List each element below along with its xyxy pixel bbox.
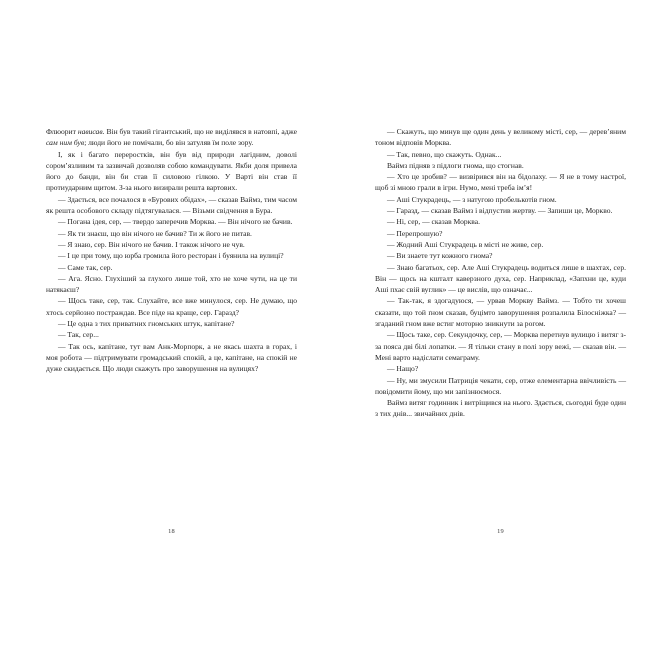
paragraph [375, 329, 626, 363]
paragraph [375, 126, 626, 149]
text-run: — Ага. Ясно. Глухіший за глухого лише той, хто не хоче чути, на це ти натякаєш? [46, 273, 297, 295]
text-run: — Щось таке, сер. Секундочку, сер, — Морква перетнув вулицю і витяг з-за пояса дві білі лопатки. — Я тільки стану в полі зору вежі, — сказав він. — Мені варто надіслати семаграму. [375, 330, 626, 362]
paragraph [46, 250, 297, 261]
text-run: — Здається, все почалося в «Бурових обідах», — сказав Ваймз, тим часом як решта особового складу підтягувалася. — Візьми свідчення в Бура. [46, 194, 297, 216]
paragraph [375, 160, 626, 171]
paragraph [375, 205, 626, 216]
paragraph [46, 273, 297, 296]
paragraph [46, 295, 297, 318]
paragraph [375, 171, 626, 194]
paragraph [375, 262, 626, 296]
paragraph [46, 228, 297, 239]
text-run: — Аші Стукрадець, — з натугою пробелькотів гном. [387, 194, 557, 204]
paragraph [46, 329, 297, 340]
paragraph [375, 250, 626, 261]
paragraph [375, 194, 626, 205]
paragraph [375, 239, 626, 250]
text-run: ; люди його не помічали, бо він затуляв їм поле зору. [84, 138, 254, 148]
paragraph [46, 318, 297, 329]
paragraph [375, 216, 626, 227]
text-run: Ваймз підняв з підлоги гнома, що стогнав. [387, 160, 524, 170]
page-right [325, 0, 650, 650]
text-run: — Я знаю, сер. Він нічого не бачив. І також нічого не чув. [58, 239, 245, 249]
text-run: Ваймз витяг годинник і витріщився на нього. Здається, сьогодні буде один з тих днів... звичайних днів. [375, 398, 626, 419]
text-run: — Ну, ми змусили Патриція чекати, сер, отже елементарна ввічливість — повідомити йому, що ми запізнюємося. [375, 375, 626, 396]
text-run: — Перепрошую? [387, 228, 443, 238]
text-run: — Жодний Аші Стукрадець в місті не живе, сер. [387, 239, 544, 249]
text-run: — Нащо? [387, 364, 419, 374]
text-run: — Ні, сер, — сказав Морква. [387, 217, 480, 227]
paragraph [375, 397, 626, 420]
text-run: — І це при тому, що юрба громила його ресторан і буянила на вулиці? [58, 251, 284, 261]
paragraph [375, 149, 626, 160]
text-run: — Це одна з тих приватних гномських штук, капітане? [58, 319, 235, 329]
text-run: . Він був такий гігантський, що не виділявся в натовпі, адже [102, 127, 298, 136]
text-run: — Так, сер... [58, 330, 99, 340]
right-page-text-column [375, 126, 626, 420]
paragraph [46, 341, 297, 375]
text-run: — Так-так, я здогадуюся, — урвав Моркву Ваймз. — Тобто ти хочеш сказати, що той ґном сказав, буцімто заворушення розпалила Білосніжка? — згаданий гном вже встиг моторно зникнути за рогом. [375, 296, 626, 329]
text-run: — Так, певно, що скажуть. Однак... [387, 149, 502, 159]
text-run: — Ви знаете тут кожного гнома? [387, 251, 493, 261]
paragraph [46, 216, 297, 227]
text-run: — Знаю багатьох, сер. Але Аші Стукрадець водиться лише в шахтах, сер. Він — щось на кшталт каверзного духа, сер. Наприклад, «Запхни це, куди Аші пхає свій вуглик» — це вислів, що означає... [375, 262, 626, 295]
text-run: — Щось таке, сер, так. Слухайте, все вже минулося, сер. Не думаю, що хтось серйозно постраждав. Все піде на краще, сер. Гаразд? [46, 296, 297, 317]
paragraph [46, 239, 297, 250]
text-run: — Як ти знаєш, що він нічого не бачив? Ти ж його не питав. [58, 228, 252, 238]
text-run: — Скажуть, що минув ще один день у великому місті, сер, — дерев’яним тоном відповів Морква. [375, 127, 626, 148]
paragraph [46, 194, 297, 217]
emphasis-run: сам ним був [46, 138, 85, 148]
emphasis-run: нависав [77, 127, 103, 136]
text-run: — Саме так, сер. [58, 262, 113, 272]
text-run: — Гаразд, — сказав Ваймз і відпустив жертву. — Запиши це, Моркво. [387, 206, 613, 216]
paragraph [375, 295, 626, 329]
left-page-text-column [46, 126, 297, 375]
paragraph [375, 228, 626, 239]
text-run: — Хто це зробив? — визвірився він на бідолаху. — Я не в тому настрої, щоб зі мною грали в ігри. Нумо, мені треба ім’я! [375, 172, 626, 193]
paragraph [46, 149, 297, 194]
text-run: Флюорит [46, 127, 78, 136]
paragraph [375, 375, 626, 398]
text-run: — Так ось, капітане, тут вам Анк-Морпорк, а не якась шахта в горах, і моя робота — підтримувати громадський спокій, а це, капітане, на спокій не дуже скидається. Що люди скажуть про заворушення на вулицях? [46, 341, 297, 374]
text-run: — Погана ідея, сер, — твердо заперечив Морква. — Він нічого не бачив. [58, 217, 293, 227]
paragraph [46, 126, 297, 149]
page-number-right: 19 [497, 528, 504, 535]
page-number-left: 18 [168, 528, 175, 535]
paragraph [375, 363, 626, 374]
paragraph [46, 262, 297, 273]
text-run: І, як і багато переростків, він був від природи лагідним, доволі сором’язливим та зазвичай дозволяв собою командувати. Якби доля привела його до банди, він би став її силовою гілкою. У Варті він став її протиударним щитом. З-за нього визирали решта вартових. [46, 149, 297, 193]
